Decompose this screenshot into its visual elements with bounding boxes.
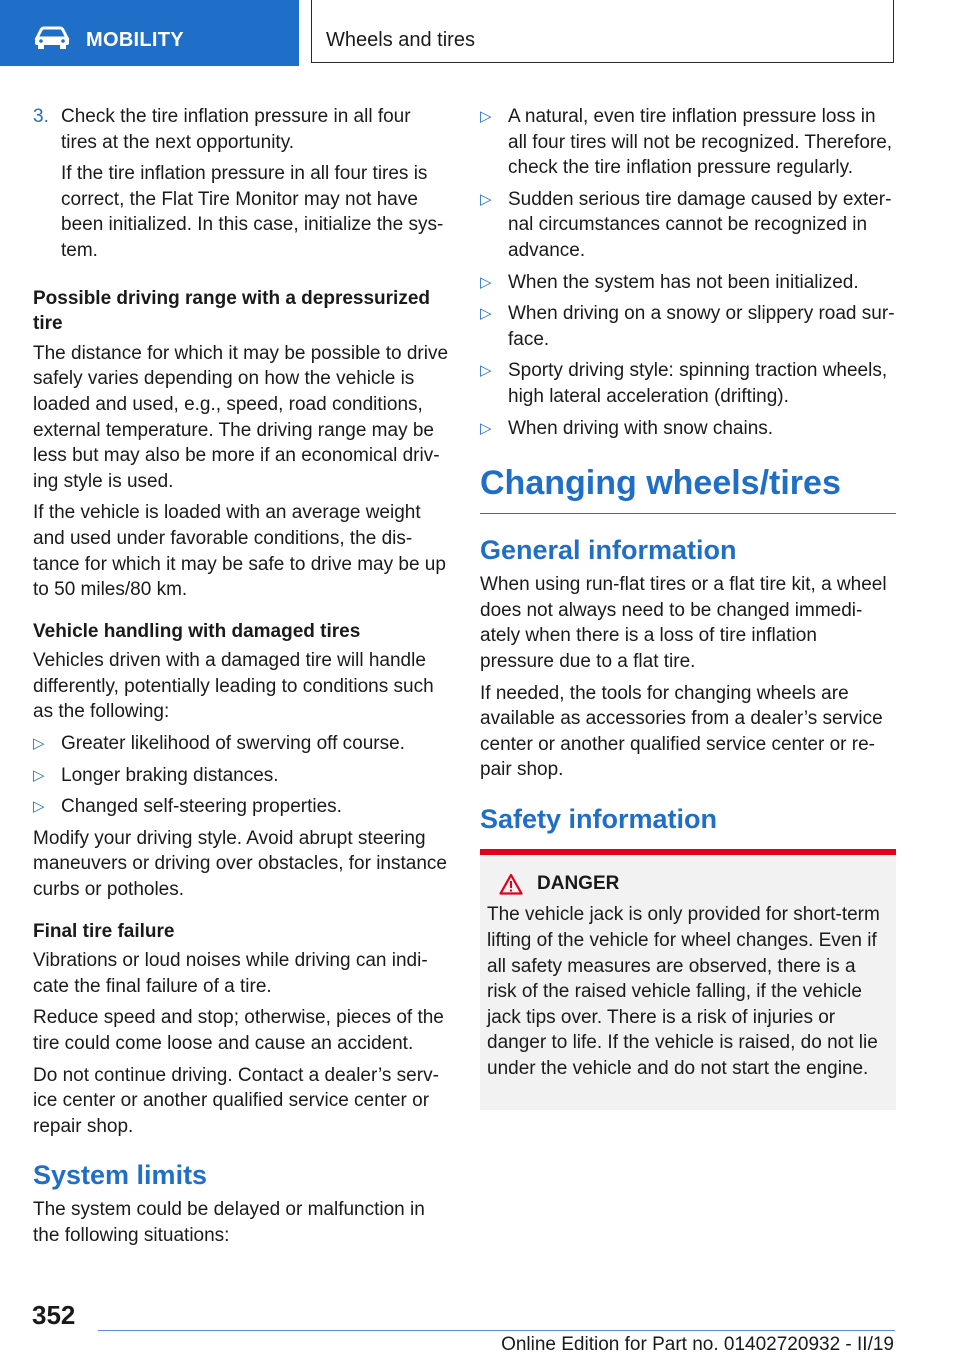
edition-text: Online Edition for Part no. 01402720932 - II/19: [501, 1334, 894, 1355]
paragraph: Do not continue driving. Contact a dealer’s service center or another qualified service center or repair shop.: [33, 1064, 439, 1137]
triangle-bullet-icon: ▷: [480, 190, 492, 208]
step-number: 3.: [33, 106, 49, 127]
handling-heading: Vehicle handling with damaged tires: [33, 620, 361, 642]
paragraph: The distance for which it may be possible to drive safely varies depending on how the vehicle is loaded and used, e.g., speed, road conditions, external temperature. The driving range may be less but may also be more if an economical driving style is used.: [33, 342, 449, 492]
list-item: ▷ Longer braking distances.: [33, 763, 449, 789]
paragraph: Vehicles driven with a damaged tire will handle differently, potentially leading to conditions such as the following:: [33, 650, 434, 723]
triangle-bullet-icon: ▷: [33, 735, 45, 753]
paragraph: Vibrations or loud noises while driving can indicate the final failure of a tire.: [33, 950, 428, 997]
paragraph: The system could be delayed or malfunction in the following situations:: [33, 1199, 425, 1246]
triangle-bullet-icon: ▷: [480, 362, 492, 380]
triangle-bullet-icon: ▷: [480, 305, 492, 323]
danger-warning-box: [480, 849, 896, 1110]
list-item: ▷ Greater likelihood of swerving off course.: [33, 731, 449, 757]
triangle-bullet-icon: ▷: [480, 419, 492, 437]
danger-label: DANGER: [537, 872, 620, 894]
paragraph: If needed, the tools for changing wheels are available as accessories from a dealer’s service center or another qualified service center or repair shop.: [480, 682, 883, 781]
failure-heading: Final tire failure: [33, 920, 175, 942]
list-item: ▷ Sporty driving style: spinning traction wheels, high lateral acceleration (drifting).: [480, 358, 896, 409]
step-text: Check the tire inflation pressure in all four tires at the next opportunity.: [61, 106, 411, 153]
paragraph: Modify your driving style. Avoid abrupt steering maneuvers or driving over obstacles, for instance curbs or potholes.: [33, 827, 447, 901]
triangle-bullet-icon: ▷: [33, 798, 45, 816]
list-item: ▷ A natural, even tire inflation pressure loss in all four tires will not be recognized. Therefore, check the tire inflation pressure regularly.: [480, 104, 896, 181]
list-item: ▷ When driving on a snowy or slippery road surface.: [480, 301, 896, 352]
changing-wheels-heading: Changing wheels/tires: [480, 463, 896, 514]
safety-information-heading: Safety information: [480, 803, 718, 834]
warning-triangle-icon: [499, 873, 523, 895]
triangle-bullet-icon: ▷: [33, 766, 45, 784]
section-label: MOBILITY: [86, 29, 184, 51]
chapter-header: [311, 0, 894, 63]
list-item: ▷ Sudden serious tire damage caused by external circumstances cannot be recognized in advance.: [480, 187, 896, 264]
range-heading: Possible driving range with a depressurized tire: [33, 287, 430, 335]
list-item: ▷ Changed self-steering properties.: [33, 794, 449, 820]
triangle-bullet-icon: ▷: [480, 273, 492, 291]
header-section-tab: [0, 0, 299, 66]
car-icon: [34, 26, 70, 50]
general-information-heading: General information: [480, 535, 737, 566]
list-item: ▷ When the system has not been initialized.: [480, 270, 896, 296]
system-limits-heading: System limits: [33, 1160, 208, 1191]
chapter-title: Wheels and tires: [326, 29, 475, 51]
paragraph: Reduce speed and stop; otherwise, pieces of the tire could come loose and cause an accident.: [33, 1007, 444, 1054]
limits-bullet-list: [480, 104, 896, 441]
list-item: ▷ When driving with snow chains.: [480, 416, 896, 442]
footer-divider: [98, 1330, 895, 1331]
right-column: [480, 104, 896, 1110]
danger-header: [487, 871, 888, 897]
paragraph: If the vehicle is loaded with an average weight and used under favorable conditions, the distance for which it may be safe to drive may be up to 50 miles/80 km.: [33, 502, 446, 601]
paragraph: When using run-flat tires or a flat tire kit, a wheel does not always need to be changed immediately when there is a loss of tire inflation pressure due to a flat tire.: [480, 574, 887, 672]
left-column: [33, 104, 449, 1255]
triangle-bullet-icon: ▷: [480, 108, 492, 125]
page-number: 352: [32, 1300, 76, 1330]
step-3: [33, 104, 449, 270]
danger-text: The vehicle jack is only provided for short-term lifting of the vehicle for wheel changes. Even if all safety measures are observed, there is a risk of the raised vehicle falling, if the vehicle jack tips over. There is a risk of injuries or danger to life. If the vehicle is raised, do not lie under the vehicle and do not start the engine.: [487, 904, 880, 1080]
step-text: If the tire inflation pressure in all four tires is correct, the Flat Tire Monitor may not have been initialized. In this case, initialize the system.: [61, 163, 444, 261]
handling-bullet-list: [33, 731, 449, 820]
